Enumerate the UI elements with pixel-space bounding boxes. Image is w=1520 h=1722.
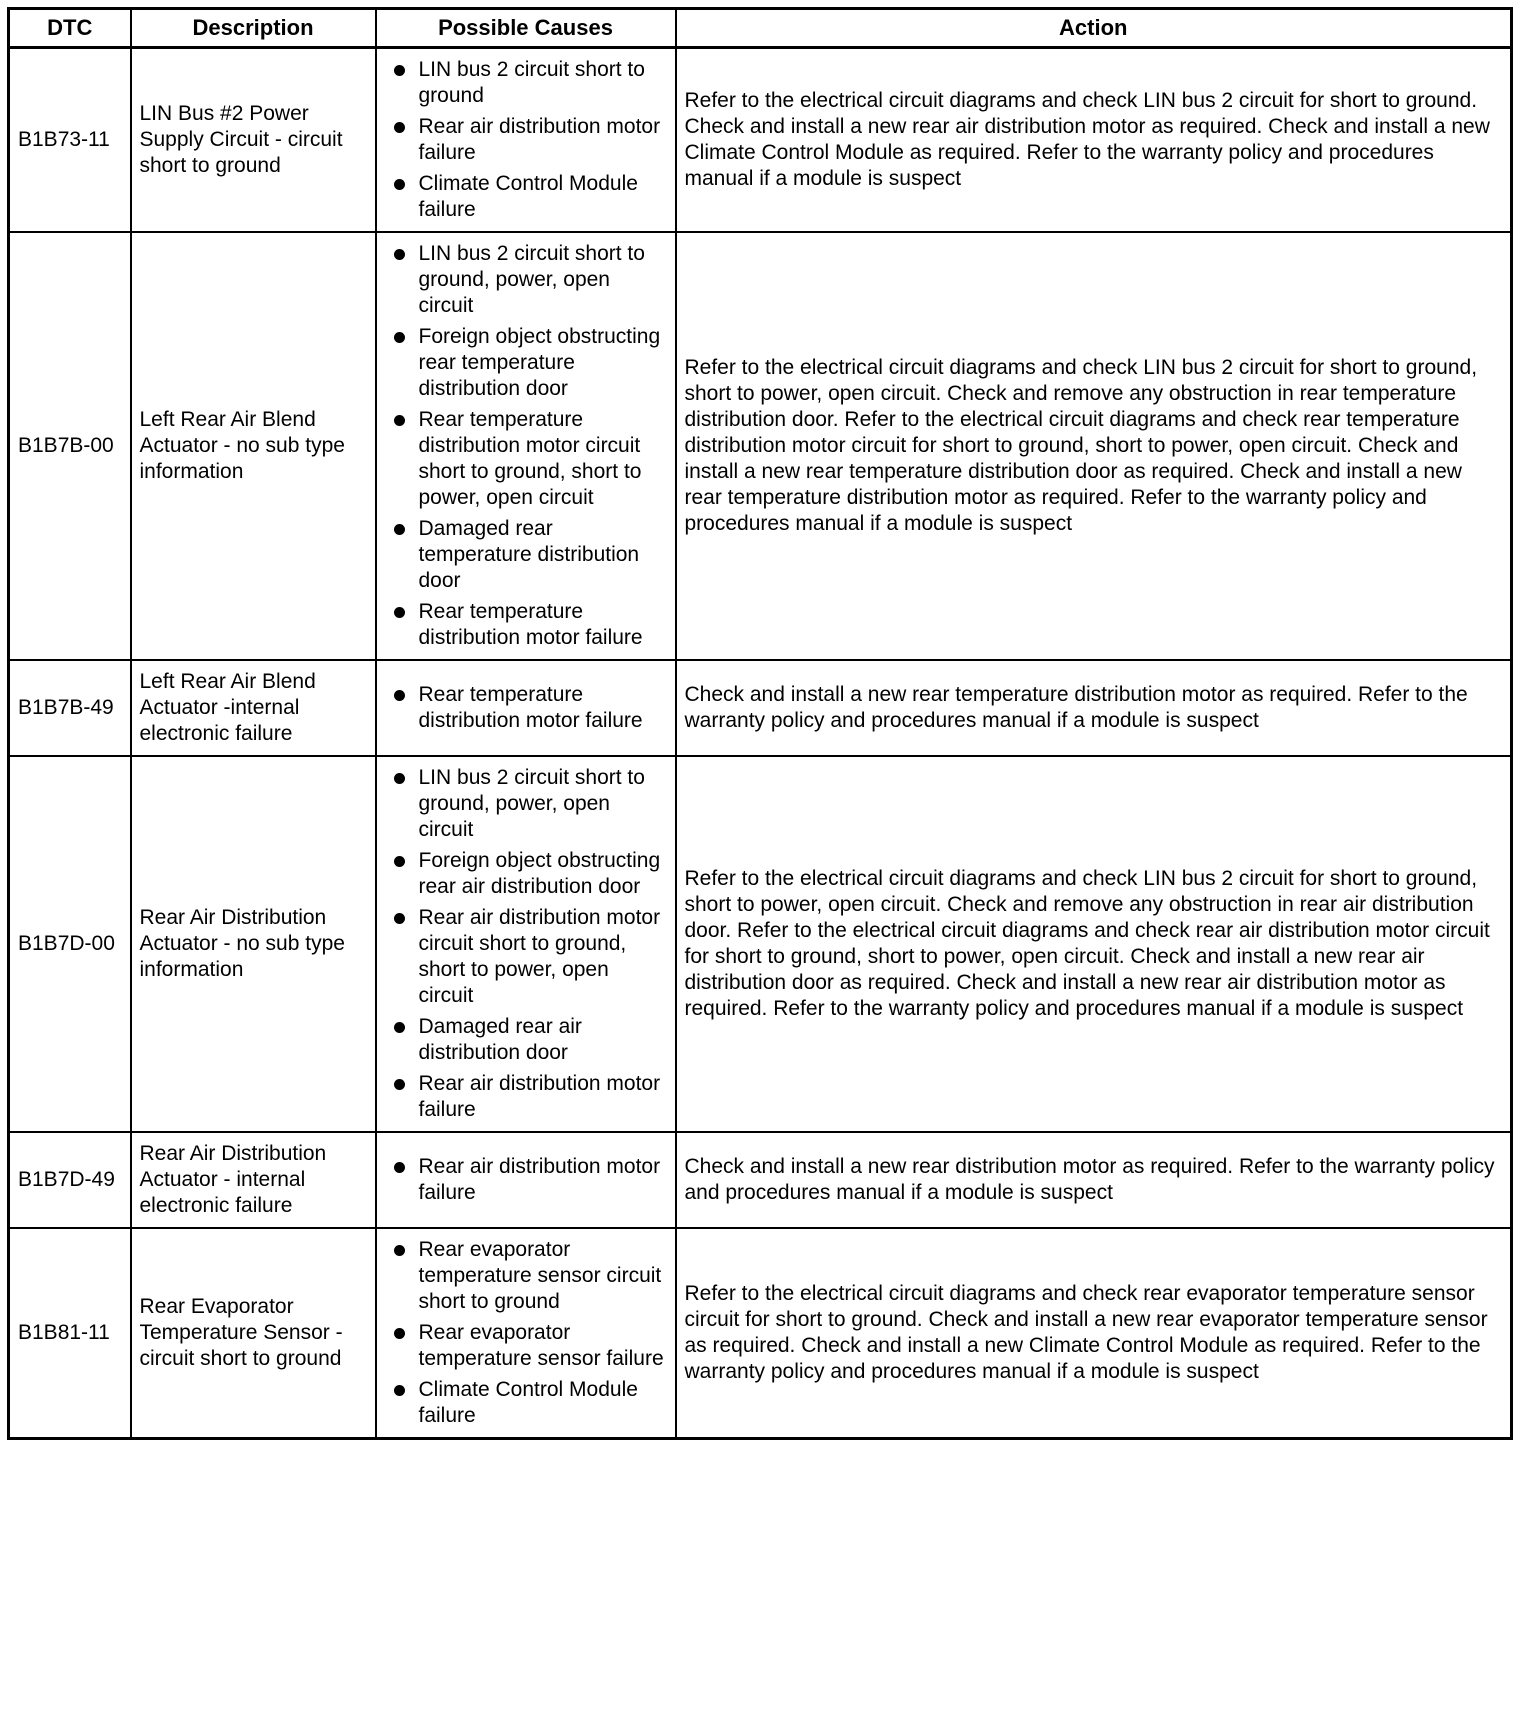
cause-item: Foreign object obstructing rear temperature distribution door [385,324,667,402]
bullet-icon [394,607,405,618]
causes-list [385,682,667,734]
bullet-icon [394,122,405,133]
cause-item: Rear air distribution motor failure [385,114,667,166]
cause-item: Climate Control Module failure [385,1377,667,1429]
bullet-icon [394,1079,405,1090]
cause-item: Rear air distribution motor circuit short to ground, short to power, open circuit [385,905,667,1009]
cause-item: Rear air distribution motor failure [385,1154,667,1206]
bullet-icon [394,332,405,343]
description-cell: Rear Air Distribution Actuator - internal electronic failure [131,1132,376,1228]
table-header-row [9,9,1512,48]
dtc-code-cell: B1B73-11 [9,48,131,233]
cause-item: LIN bus 2 circuit short to ground, power, open circuit [385,765,667,843]
cause-item: Rear temperature distribution motor failure [385,682,667,734]
description-cell: Rear Evaporator Temperature Sensor - circuit short to ground [131,1228,376,1439]
causes-list [385,241,667,651]
dtc-table-body [9,48,1512,1439]
table-row [9,48,1512,233]
possible-causes-cell [376,1228,676,1439]
bullet-icon [394,415,405,426]
action-cell: Refer to the electrical circuit diagrams and check LIN bus 2 circuit for short to ground, short to power, open circuit. Check and remove any obstruction in rear temperature distribution door. Refer to the electrical circuit diagrams and check rear temperature distribution motor circuit for short to ground, short to power, open circuit. Check and install a new rear temperature distribution door as required. Check and install a new rear temperature distribution motor as required. Refer to the warranty policy and procedures manual if a module is suspect [676,232,1512,660]
description-cell: Left Rear Air Blend Actuator - no sub type information [131,232,376,660]
table-row [9,232,1512,660]
cause-item: Rear evaporator temperature sensor failure [385,1320,667,1372]
cause-item: LIN bus 2 circuit short to ground, power, open circuit [385,241,667,319]
bullet-icon [394,65,405,76]
cause-item: Rear temperature distribution motor failure [385,599,667,651]
action-cell: Check and install a new rear distribution motor as required. Refer to the warranty policy and procedures manual if a module is suspect [676,1132,1512,1228]
bullet-icon [394,1385,405,1396]
header-possible-causes: Possible Causes [376,9,676,48]
cause-item: Damaged rear air distribution door [385,1014,667,1066]
cause-item: Foreign object obstructing rear air distribution door [385,848,667,900]
causes-list [385,1154,667,1206]
bullet-icon [394,773,405,784]
cause-item: Climate Control Module failure [385,171,667,223]
dtc-code-cell: B1B7B-49 [9,660,131,756]
action-cell: Refer to the electrical circuit diagrams and check LIN bus 2 circuit for short to ground. Check and install a new rear air distribution motor as required. Check and install a new Climate Control Module as required. Refer to the warranty policy and procedures manual if a module is suspect [676,48,1512,233]
description-cell: Left Rear Air Blend Actuator -internal electronic failure [131,660,376,756]
description-cell: LIN Bus #2 Power Supply Circuit - circuit short to ground [131,48,376,233]
dtc-code-cell: B1B81-11 [9,1228,131,1439]
dtc-code-cell: B1B7B-00 [9,232,131,660]
description-cell: Rear Air Distribution Actuator - no sub type information [131,756,376,1132]
table-row [9,1132,1512,1228]
action-cell: Refer to the electrical circuit diagrams and check LIN bus 2 circuit for short to ground, short to power, open circuit. Check and remove any obstruction in rear air distribution door. Refer to the electrical circuit diagrams and check rear air distribution motor circuit for short to ground, short to power, open circuit. Check and install a new rear air distribution door as required. Check and install a new rear air distribution motor as required. Refer to the warranty policy and procedures manual if a module is suspect [676,756,1512,1132]
header-description: Description [131,9,376,48]
cause-item: LIN bus 2 circuit short to ground [385,57,667,109]
cause-item: Damaged rear temperature distribution door [385,516,667,594]
causes-list [385,57,667,223]
header-action: Action [676,9,1512,48]
table-row [9,1228,1512,1439]
possible-causes-cell [376,1132,676,1228]
dtc-diagnostics-table [7,7,1513,1440]
dtc-code-cell: B1B7D-49 [9,1132,131,1228]
dtc-code-cell: B1B7D-00 [9,756,131,1132]
action-cell: Check and install a new rear temperature distribution motor as required. Refer to the warranty policy and procedures manual if a module is suspect [676,660,1512,756]
possible-causes-cell [376,660,676,756]
causes-list [385,765,667,1123]
header-dtc: DTC [9,9,131,48]
cause-item: Rear evaporator temperature sensor circuit short to ground [385,1237,667,1315]
bullet-icon [394,1328,405,1339]
bullet-icon [394,524,405,535]
possible-causes-cell [376,756,676,1132]
causes-list [385,1237,667,1429]
bullet-icon [394,913,405,924]
table-row [9,756,1512,1132]
cause-item: Rear temperature distribution motor circuit short to ground, short to power, open circuit [385,407,667,511]
bullet-icon [394,1245,405,1256]
bullet-icon [394,249,405,260]
possible-causes-cell [376,48,676,233]
bullet-icon [394,1162,405,1173]
bullet-icon [394,1022,405,1033]
action-cell: Refer to the electrical circuit diagrams and check rear evaporator temperature sensor circuit for short to ground. Check and install a new rear evaporator temperature sensor as required. Check and install a new Climate Control Module as required. Refer to the warranty policy and procedures manual if a module is suspect [676,1228,1512,1439]
possible-causes-cell [376,232,676,660]
bullet-icon [394,856,405,867]
bullet-icon [394,179,405,190]
cause-item: Rear air distribution motor failure [385,1071,667,1123]
table-row [9,660,1512,756]
bullet-icon [394,690,405,701]
